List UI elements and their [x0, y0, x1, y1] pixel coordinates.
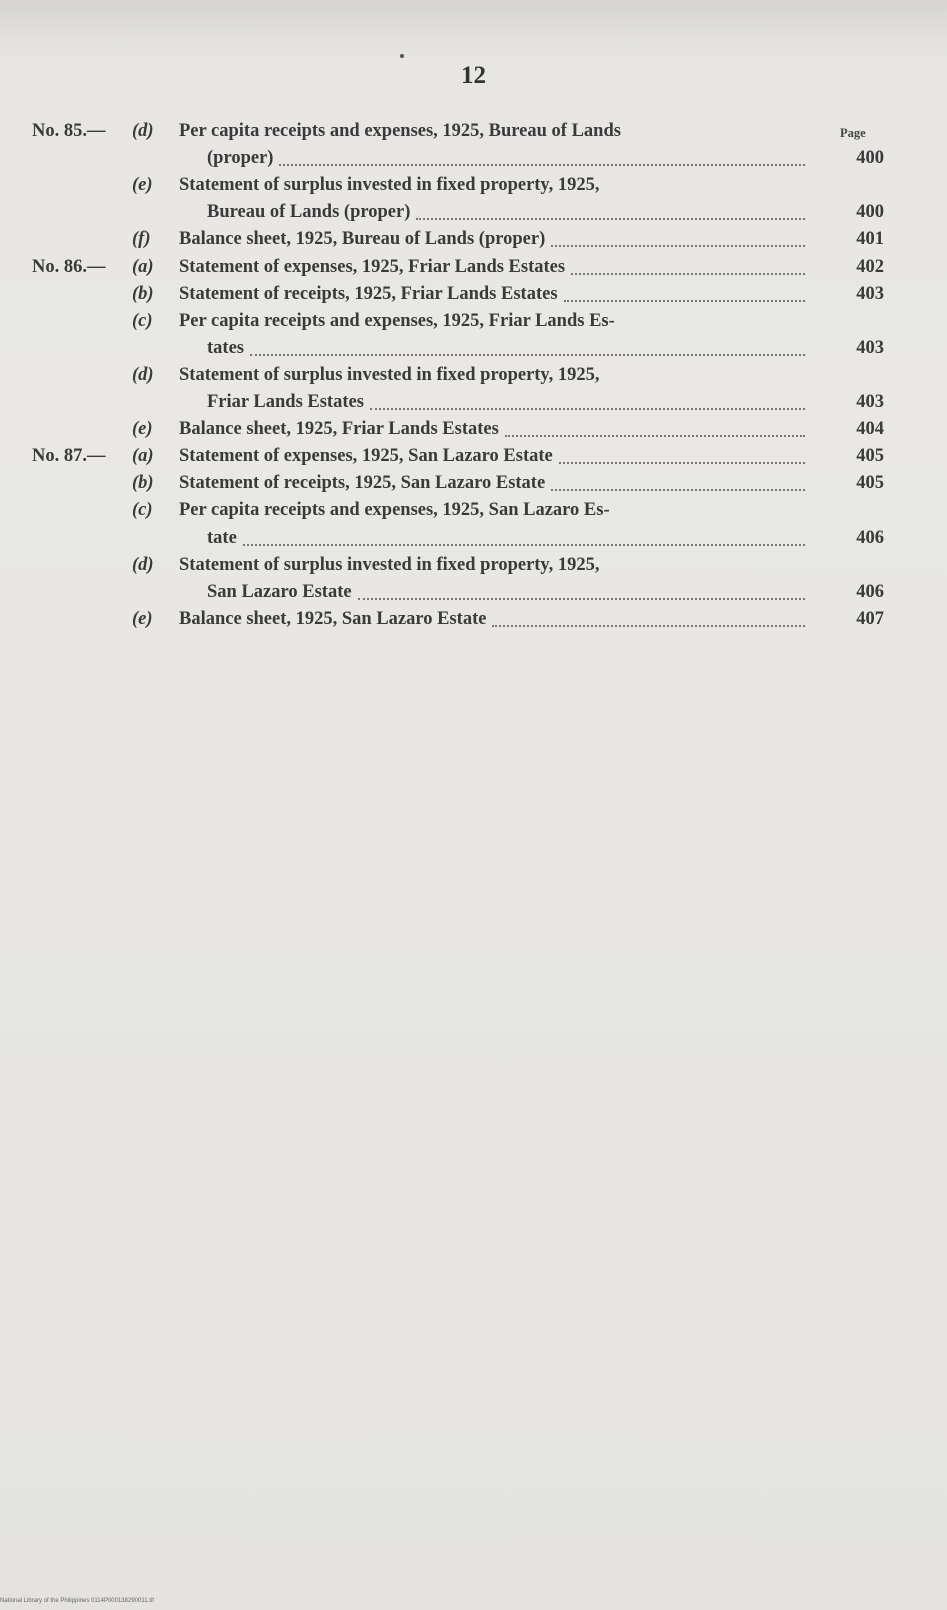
entry-title: Friar Lands Estates [207, 392, 364, 412]
toc-line [0, 525, 947, 551]
entry-title: Statement of receipts, 1925, Friar Lands Estates [179, 283, 558, 304]
page-reference: 403 [856, 392, 884, 412]
entry-title: Statement of surplus invested in fixed property, 1925, [179, 364, 600, 385]
entry-title: San Lazaro Estate [207, 581, 352, 602]
toc-line [0, 335, 947, 361]
entry-title: (proper) [207, 148, 274, 169]
page-reference: 407 [856, 608, 884, 629]
entry-letter: (a) [132, 256, 154, 277]
page-reference: 402 [856, 256, 884, 277]
toc-line [0, 606, 947, 632]
dot-leader [243, 542, 805, 546]
dot-leader [416, 216, 805, 220]
entry-title: Per capita receipts and expenses, 1925, Bureau of Lands [179, 121, 621, 141]
toc-line [0, 172, 947, 198]
page-reference: 405 [856, 446, 884, 467]
dot-leader [492, 623, 805, 627]
entry-title: Per capita receipts and expenses, 1925, San Lazaro Es- [179, 500, 610, 521]
page-reference: 406 [856, 581, 884, 602]
entry-letter: (e) [132, 175, 153, 196]
page-reference: 403 [856, 283, 884, 304]
toc-line [0, 497, 947, 523]
entry-title: tates [207, 337, 244, 358]
toc-line [0, 470, 947, 496]
toc-line [0, 416, 947, 442]
entry-title: Balance sheet, 1925, Friar Lands Estates [179, 419, 499, 440]
entry-title: tate [207, 527, 237, 548]
entry-letter: (b) [132, 473, 154, 494]
entry-letter: (d) [132, 121, 154, 141]
entry-letter: (b) [132, 283, 154, 304]
entry-title: Statement of expenses, 1925, San Lazaro Estate [179, 446, 553, 467]
dot-leader [279, 162, 805, 166]
entry-title: Statement of expenses, 1925, Friar Lands Estates [179, 256, 566, 277]
entry-letter: (a) [132, 446, 154, 467]
dot-leader [551, 487, 805, 491]
page-column-heading: Page [840, 126, 866, 140]
page-reference: 401 [856, 229, 884, 250]
toc-line [0, 552, 947, 578]
entry-letter: (c) [132, 310, 153, 331]
dot-leader [250, 352, 805, 356]
page-number: 12 [461, 62, 486, 89]
entry-letter: (e) [132, 608, 153, 629]
page-reference: 403 [856, 337, 884, 358]
page-reference: 405 [856, 473, 884, 494]
toc-line [0, 254, 947, 280]
toc-line [0, 145, 947, 171]
table-number: No. 87.— [32, 446, 106, 467]
entry-title: Balance sheet, 1925, Bureau of Lands (proper) [179, 229, 546, 250]
page-reference: 406 [856, 527, 884, 548]
entry-title: Per capita receipts and expenses, 1925, Friar Lands Es- [179, 310, 615, 331]
table-number: No. 86.— [32, 256, 106, 277]
dot-leader [358, 596, 805, 600]
toc-line [0, 389, 947, 415]
toc-line [0, 199, 947, 225]
toc-line [0, 226, 947, 252]
scan-footer: National Library of the Philippines 0114P000138290011.tif [0, 1598, 154, 1604]
toc-line [0, 579, 947, 605]
toc-line [0, 281, 947, 307]
toc-line [0, 118, 947, 144]
entry-title: Bureau of Lands (proper) [207, 202, 411, 223]
ink-speck [400, 54, 404, 58]
entry-title: Balance sheet, 1925, San Lazaro Estate [179, 608, 487, 629]
entry-letter: (f) [132, 229, 151, 250]
toc-line [0, 308, 947, 334]
dot-leader [571, 271, 805, 275]
toc-line [0, 443, 947, 469]
dot-leader [564, 298, 805, 302]
dot-leader [370, 406, 805, 410]
entry-title: Statement of surplus invested in fixed property, 1925, [179, 554, 600, 575]
toc-line [0, 362, 947, 388]
entry-letter: (e) [132, 419, 153, 440]
entry-letter: (d) [132, 364, 154, 385]
page-reference: 404 [856, 419, 884, 440]
entry-letter: (c) [132, 500, 153, 521]
entry-letter: (d) [132, 554, 154, 575]
dot-leader [551, 243, 805, 247]
dot-leader [505, 433, 805, 437]
entry-title: Statement of surplus invested in fixed property, 1925, [179, 175, 600, 196]
page-reference: 400 [856, 148, 884, 169]
page-reference: 400 [856, 202, 884, 223]
table-number: No. 85.— [32, 121, 106, 141]
dot-leader [559, 460, 805, 464]
entry-title: Statement of receipts, 1925, San Lazaro Estate [179, 473, 546, 494]
